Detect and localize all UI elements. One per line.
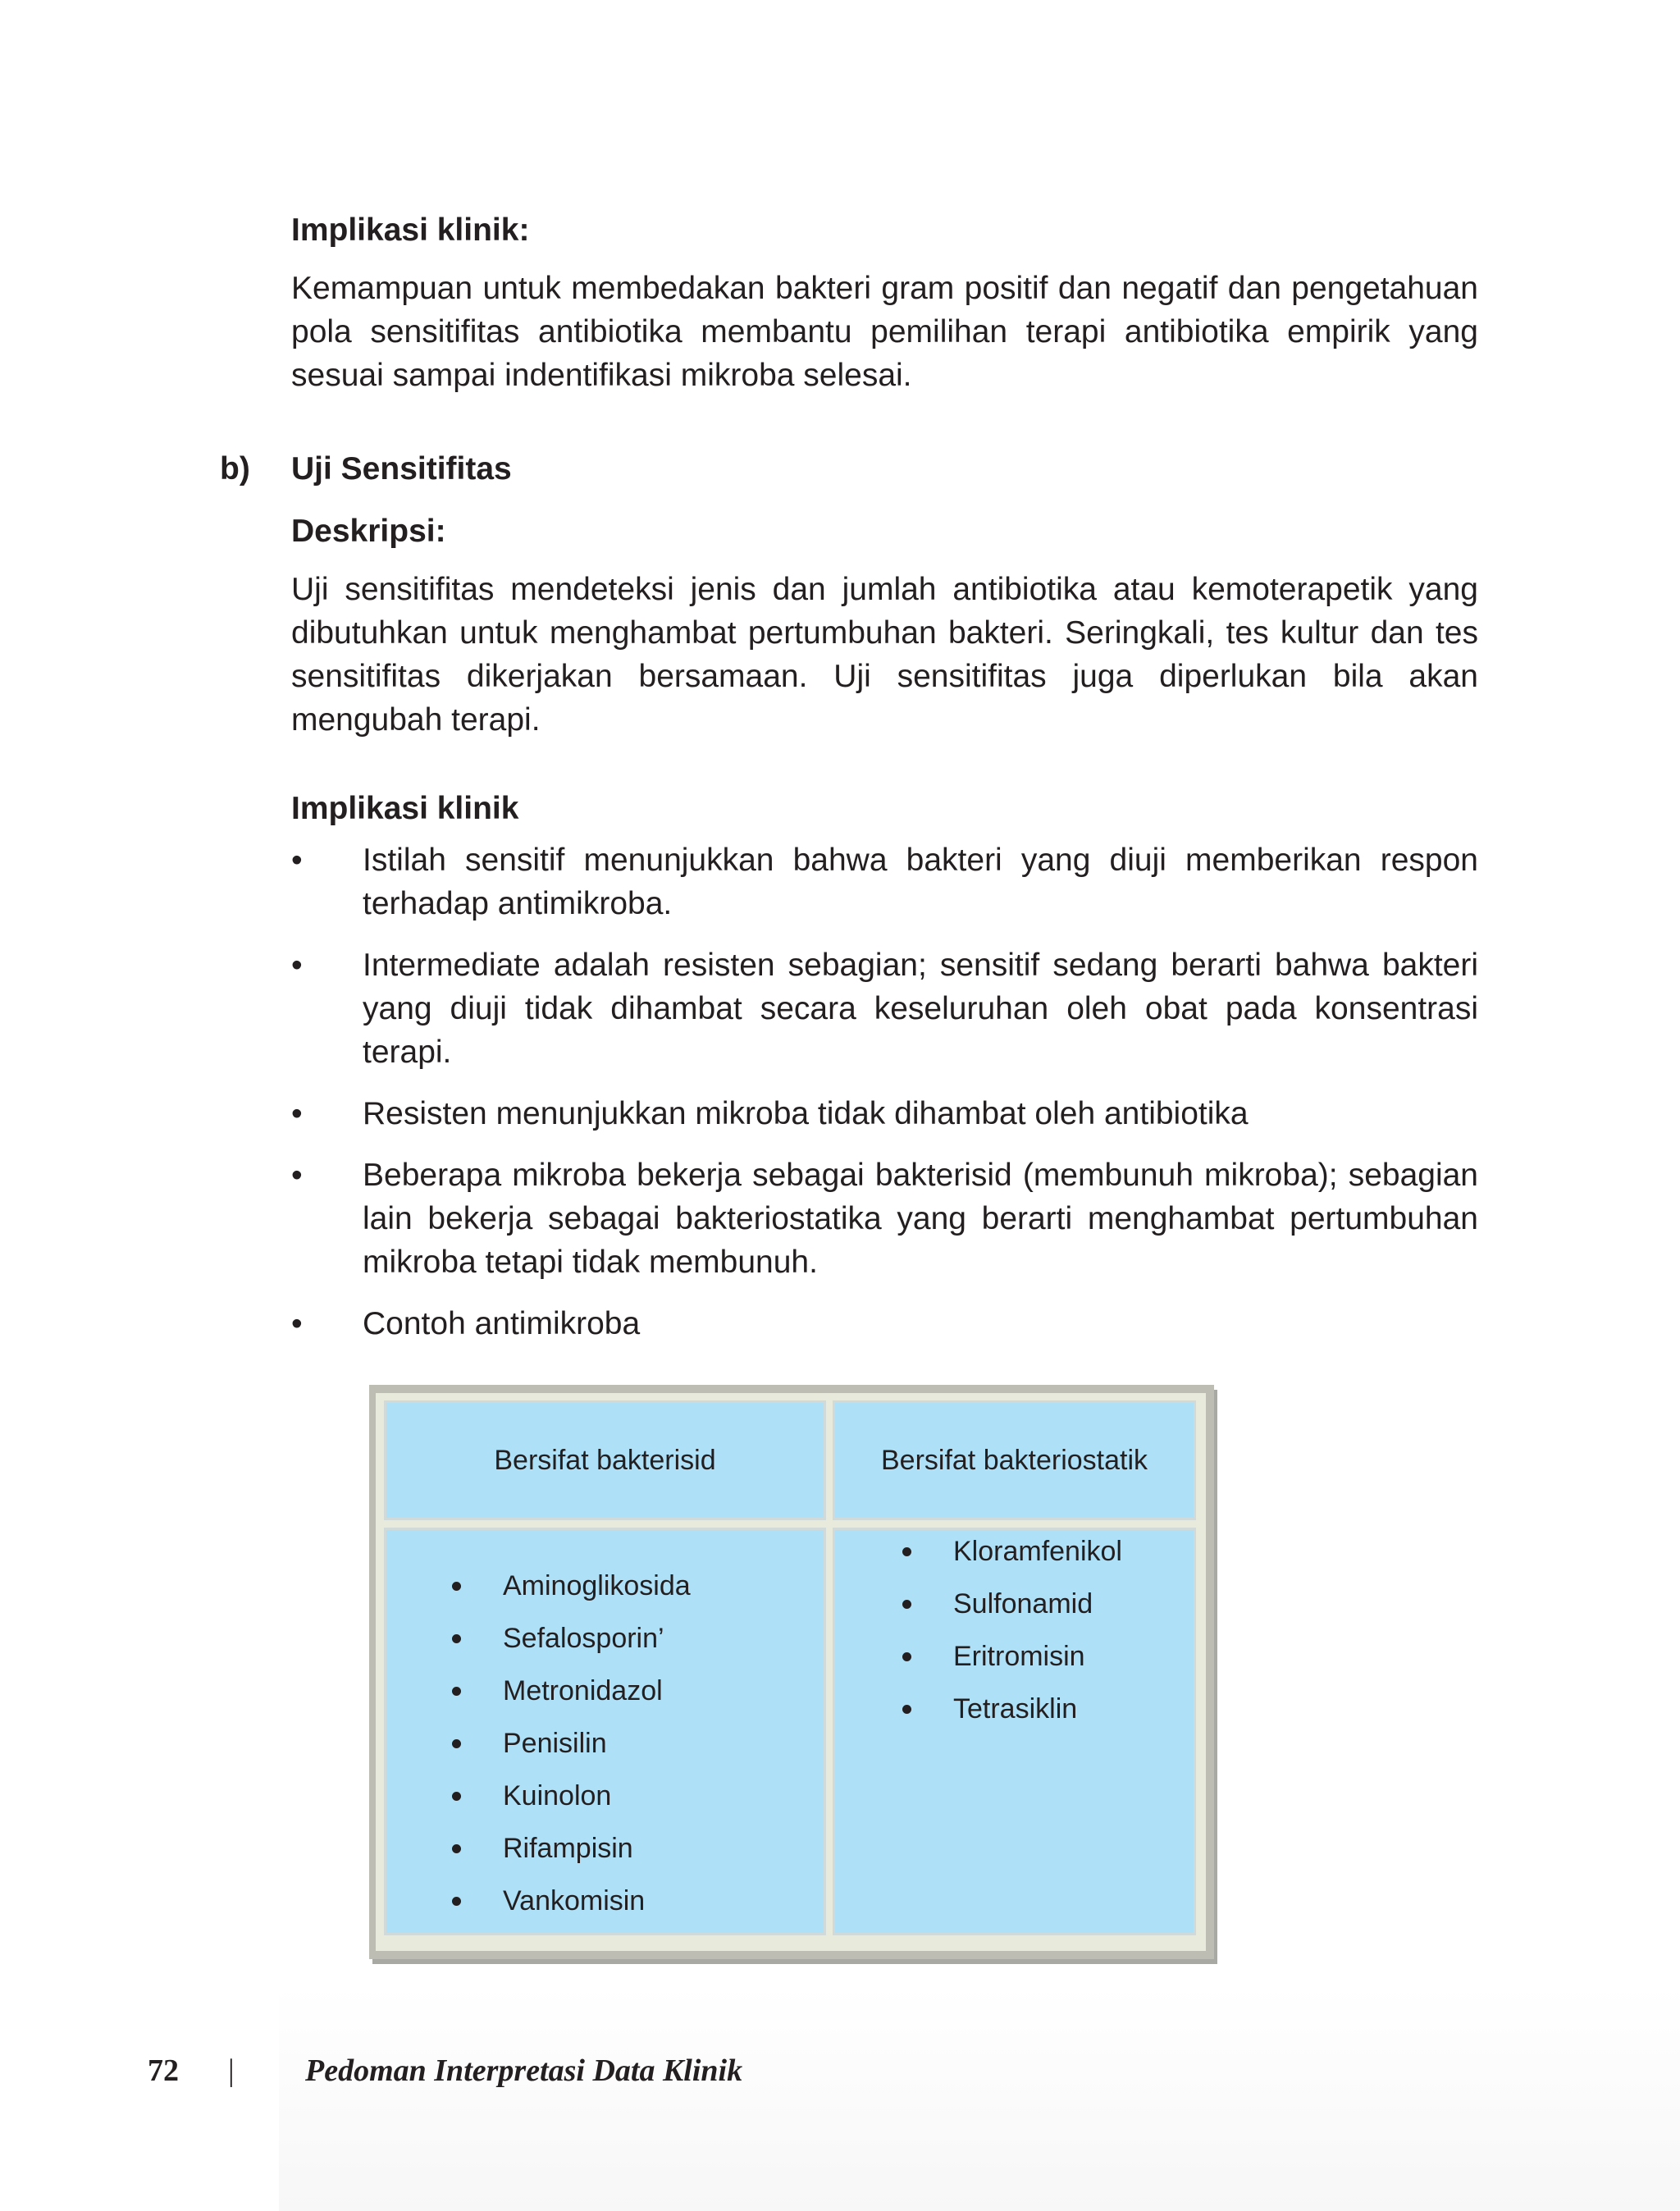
page-number: 72: [148, 2053, 179, 2088]
section-title: Uji Sensitifitas: [291, 451, 512, 487]
book-title: Pedoman Interpretasi Data Klinik: [305, 2053, 743, 2088]
list-item: • Contoh antimikroba: [291, 1302, 1478, 1345]
bactericidal-list: [452, 1560, 691, 1927]
header-bactericidal: Bersifat bakterisid: [384, 1400, 826, 1520]
cell-bactericidal: [384, 1528, 826, 1935]
implication-heading-b: Implikasi klinik: [291, 791, 519, 826]
implication-list: [291, 838, 1478, 1345]
footer-separator: |: [228, 2053, 235, 2088]
list-item: • Resisten menunjukkan mikroba tidak dihambat oleh antibiotika: [291, 1092, 1478, 1135]
list-item: Rifampisin: [452, 1822, 691, 1875]
list-item: Sulfonamid: [902, 1578, 1122, 1630]
list-item: • Istilah sensitif menunjukkan bahwa bakteri yang diuji memberikan respon terhadap antimikroba.: [291, 838, 1478, 925]
list-item: Metronidazol: [452, 1665, 691, 1717]
implication-heading-a: Implikasi klinik:: [291, 212, 530, 248]
table-inner: [376, 1393, 1206, 1951]
description-heading: Deskripsi:: [291, 514, 446, 549]
list-item: Penisilin: [452, 1717, 691, 1770]
bacteriostatic-list: [902, 1525, 1122, 1735]
bullet-icon: •: [291, 1096, 303, 1131]
bullet-icon: •: [291, 1306, 303, 1341]
cell-bacteriostatic: [833, 1528, 1196, 1935]
list-item: Vankomisin: [452, 1875, 691, 1927]
section-a: [291, 209, 1478, 397]
list-item: • Beberapa mikroba bekerja sebagai bakterisid (membunuh mikroba); sebagian lain bekerja sebagai bakteriostatika yang berarti menghambat pertumbuhan mikroba tetapi tidak membunuh.: [291, 1153, 1478, 1284]
list-item: • Intermediate adalah resisten sebagian; sensitif sedang berarti bahwa bakteri yang diuji tidak dihambat secara keseluruhan oleh obat pada konsentrasi terapi.: [291, 943, 1478, 1074]
bullet-icon: •: [291, 843, 303, 878]
list-item: Eritromisin: [902, 1630, 1122, 1683]
antimicrobial-table: [369, 1385, 1214, 1959]
bullet-icon: •: [291, 1158, 303, 1193]
implication-text-a: Kemampuan untuk membedakan bakteri gram positif dan negatif dan pengetahuan pola sensitifitas antibiotika membantu pemilihan terapi antibiotika empirik yang sesuai sampai indentifikasi mikroba selesai.: [291, 271, 1478, 393]
page-shade: [279, 1985, 1680, 2211]
header-bacteriostatic: Bersifat bakteriostatik: [833, 1400, 1196, 1520]
description-block: [291, 510, 1478, 742]
section-marker: b): [220, 451, 250, 487]
bullet-icon: •: [291, 948, 303, 983]
list-item: Kloramfenikol: [902, 1525, 1122, 1578]
description-text: Uji sensitifitas mendeteksi jenis dan jumlah antibiotika atau kemoterapetik yang dibutuhkan untuk menghambat pertumbuhan bakteri. Seringkali, tes kultur dan tes sensitifitas dikerjakan bersamaan. Uji sensitifitas juga diperlukan bila akan mengubah terapi.: [291, 572, 1478, 738]
list-item: Aminoglikosida: [452, 1560, 691, 1612]
list-item: Kuinolon: [452, 1770, 691, 1822]
implication-block-b: [291, 788, 1478, 1364]
list-item: Sefalosporin’: [452, 1612, 691, 1665]
list-item: Tetrasiklin: [902, 1683, 1122, 1735]
